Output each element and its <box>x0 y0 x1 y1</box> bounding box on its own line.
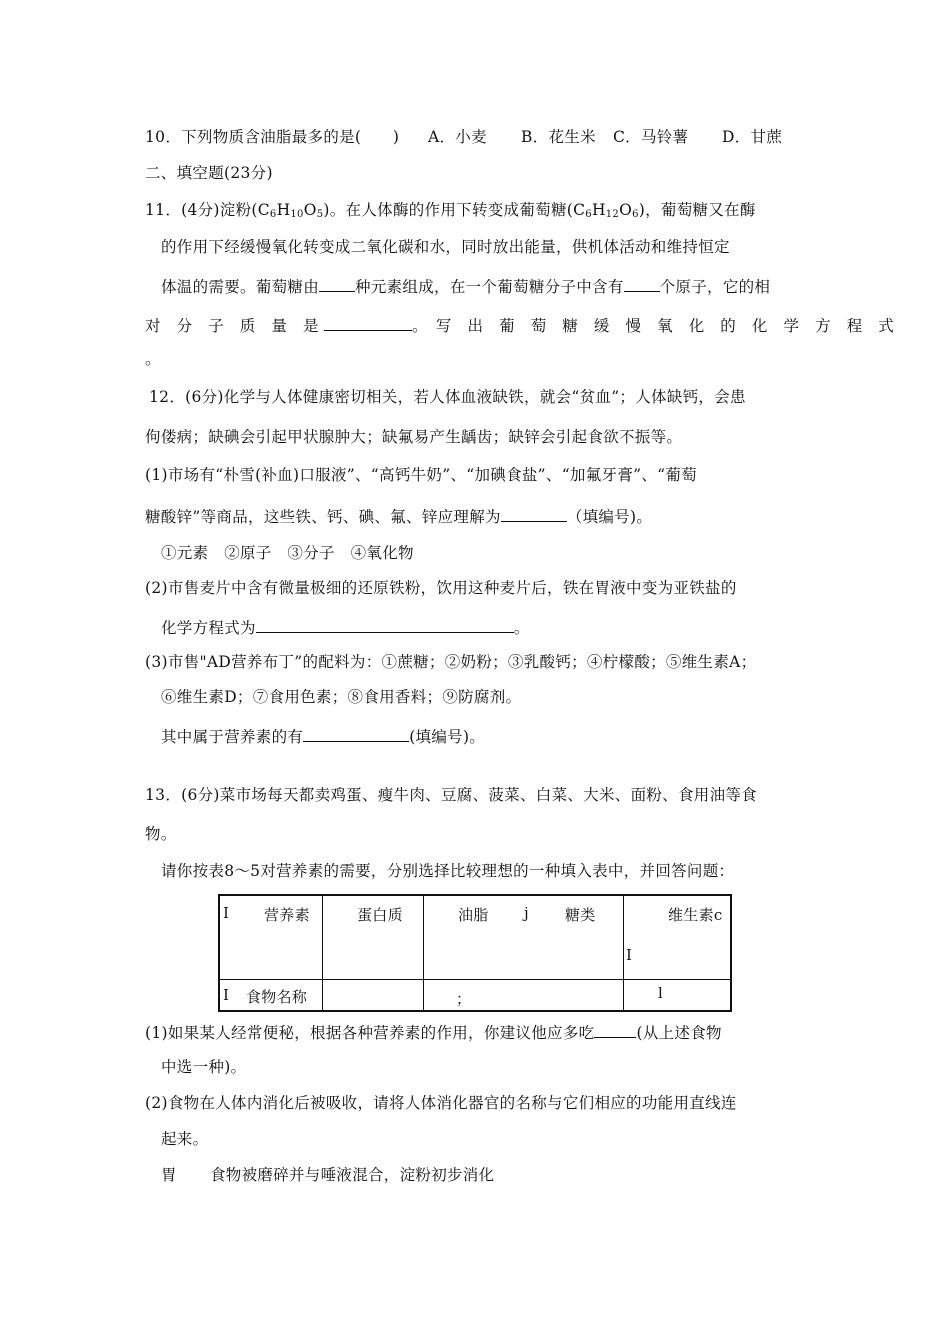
table-cell <box>424 895 624 979</box>
q11-text: 对 分 子 质 量 是 <box>145 317 319 335</box>
q12-part3-line-3 <box>161 727 485 746</box>
subscript: 10 <box>290 209 304 220</box>
answer-blank-equation[interactable] <box>256 618 514 633</box>
q11-text: )，葡萄糖又在酶 <box>638 201 756 219</box>
q13-part1-line-1 <box>145 1023 722 1042</box>
q11-text: 种元素组成，在一个葡萄糖分子中含有 <box>355 278 624 296</box>
q10-option-c: C．马铃薯 <box>613 128 689 146</box>
q12-line-1: 12．(6分)化学与人体健康密切相关，若人体血液缺铁，就会“贫血”；人体缺钙，会患 <box>149 388 746 406</box>
q12-text: （填编号)。 <box>566 508 653 526</box>
q10-stem: 10．下列物质含油脂最多的是( ) <box>145 128 400 146</box>
q11-line-5: 。 <box>145 350 161 368</box>
table-header-row <box>219 895 731 979</box>
nutrient-table <box>218 894 732 1012</box>
q11-text: )。在人体酶的作用下转变成葡萄糖(C <box>323 201 586 219</box>
q12-part2-line-2 <box>161 618 530 637</box>
q10-option-b: B．花生米 <box>521 128 596 146</box>
q12-part2-line-1: (2)市售麦片中含有微量极细的还原铁粉，饮用这种麦片后，铁在胃液中变为亚铁盐的 <box>145 579 737 597</box>
food-cell-protein[interactable] <box>323 979 424 1011</box>
q11-text: O <box>303 201 317 219</box>
cell-mark: I <box>626 946 633 964</box>
cell-mark: ； <box>456 989 472 1008</box>
header-sugar: 糖类 <box>565 906 596 924</box>
q12-text: 。 <box>513 619 530 637</box>
subscript: 5 <box>316 209 324 220</box>
q11-line-1 <box>145 203 756 219</box>
q12-line-2: 佝偻病；缺碘会引起甲状腺肿大；缺氟易产生龋齿；缺锌会引起食欲不振等。 <box>145 428 683 446</box>
food-cell-fat-sugar[interactable] <box>424 979 624 1011</box>
q12-part3-line-1: (3)市售"AD营养布丁”的配料为：①蔗糖；②奶粉；③乳酸钙；④柠檬酸；⑤维生素A； <box>145 653 757 671</box>
cell-mark: I <box>223 985 230 1004</box>
cell-mark: I <box>223 904 230 922</box>
q11-line-4 <box>145 316 895 335</box>
q12-part1-line-2 <box>145 507 652 526</box>
cell-mark: l <box>658 983 664 1002</box>
answer-blank-atoms[interactable] <box>624 277 660 292</box>
subscript: 6 <box>269 209 277 220</box>
q12-part1-options: ①元素 ②原子 ③分子 ④氧化物 <box>161 544 414 562</box>
q13-text: (从上述食物 <box>636 1024 722 1042</box>
table-row <box>219 979 731 1011</box>
q10-option-d: D．甘蔗 <box>722 128 783 146</box>
section-heading: 二、填空题(23分) <box>145 164 273 182</box>
q12-text: 化学方程式为 <box>161 619 256 637</box>
q11-text: O <box>619 201 633 219</box>
answer-blank-food[interactable] <box>594 1023 636 1038</box>
header-vitamin-c: 维生素c <box>668 906 723 924</box>
q12-part3-line-2: ⑥维生素D；⑦食用色素；⑧食用香料；⑨防腐剂。 <box>161 688 522 706</box>
header-protein: 蛋白质 <box>357 906 403 924</box>
q13-part1-line-2: 中选一种)。 <box>161 1058 247 1076</box>
answer-blank-nutrients[interactable] <box>303 727 409 742</box>
q13-line-3: 请你按表8～5对营养素的需要，分别选择比较理想的一种填入表中，并回答问题： <box>161 862 735 880</box>
q12-text: 糖酸锌”等商品，这些铁、钙、碘、氟、锌应理解为 <box>145 508 501 526</box>
table-cell <box>219 979 323 1011</box>
q11-text: H <box>276 201 291 219</box>
q11-text: 体温的需要。葡萄糖由 <box>161 278 320 296</box>
q11-text: 11．(4分)淀粉(C <box>145 201 270 219</box>
answer-blank-elements[interactable] <box>319 277 355 292</box>
q13-part2-line-2: 起来。 <box>161 1130 209 1148</box>
table-cell <box>624 895 732 979</box>
q13-part2-line-1: (2)食物在人体内消化后被吸收，请将人体消化器官的名称与它们相应的功能用直线连 <box>145 1094 737 1112</box>
q13-line-2: 物。 <box>145 825 177 843</box>
q11-line-2: 的作用下经缓慢氧化转变成二氧化碳和水，同时放出能量，供机体活动和维持恒定 <box>161 238 730 256</box>
q11-text: H <box>591 201 606 219</box>
cell-mark: j <box>524 904 529 922</box>
match-function-mouth[interactable]: 食物被磨碎并与唾液混合，淀粉初步消化 <box>210 1166 495 1184</box>
header-nutrient: 营养素 <box>264 906 310 924</box>
header-fat: 油脂 <box>458 906 489 924</box>
subscript: 6 <box>585 209 592 220</box>
q13-text: (1)如果某人经常便秘，根据各种营养素的作用，你建议他应多吃 <box>145 1024 595 1042</box>
subscript: 6 <box>632 209 639 220</box>
q10-option-a: A．小麦 <box>428 128 487 146</box>
match-organ-stomach[interactable]: 胃 <box>161 1166 177 1184</box>
q11-text: 个原子，它的相 <box>659 278 771 296</box>
row-food-name: 食物名称 <box>246 987 308 1006</box>
table-cell <box>323 895 424 979</box>
q12-text: 其中属于营养素的有 <box>161 728 304 746</box>
q11-text: 。 写 出 葡 萄 糖 缓 慢 氧 化 的 化 学 方 程 式 <box>412 317 895 335</box>
food-cell-vitamin-c[interactable] <box>624 979 732 1011</box>
answer-blank-molar-mass[interactable] <box>324 316 412 331</box>
answer-blank-element-type[interactable] <box>501 507 567 522</box>
q11-line-3 <box>161 277 770 296</box>
table-cell <box>219 895 323 979</box>
q12-part1-line-1: (1)市场有“朴雪(补血)口服液”、“高钙牛奶”、“加碘食盐”、“加氟牙膏”、“葡萄 <box>145 466 697 484</box>
q12-text: (填编号)。 <box>409 728 486 746</box>
subscript: 12 <box>605 209 620 220</box>
q13-line-1: 13．(6分)菜市场每天都卖鸡蛋、瘦牛肉、豆腐、菠菜、白菜、大米、面粉、食用油等食 <box>145 786 757 804</box>
